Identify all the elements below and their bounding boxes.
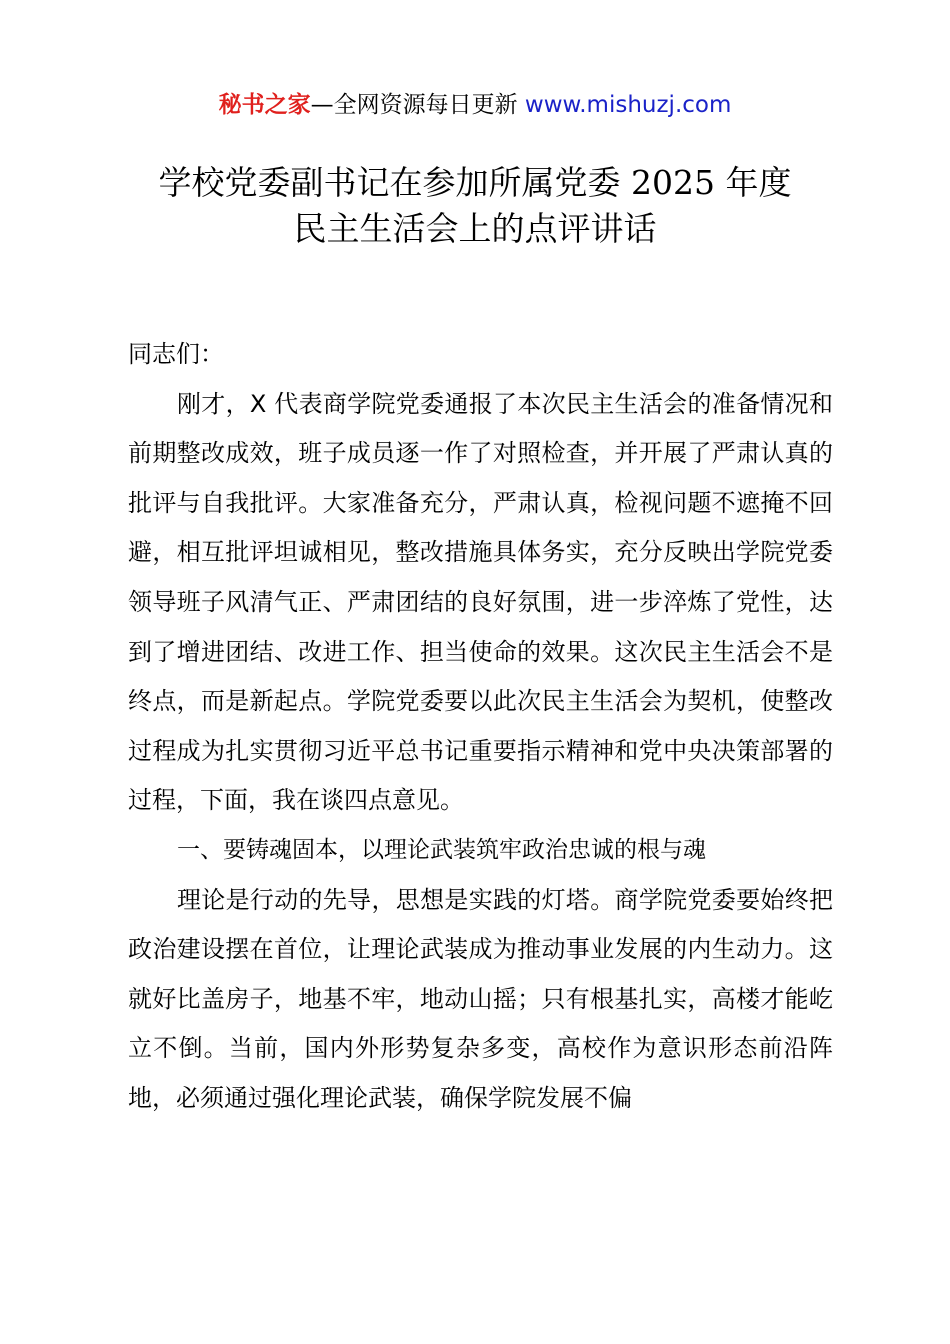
title-line-2: 民主生活会上的点评讲话 [293, 209, 657, 248]
site-tagline: —全网资源每日更新 [310, 92, 525, 118]
title-line-1: 学校党委副书记在参加所属党委 2025 年度 [158, 163, 792, 202]
document-title [100, 160, 850, 252]
document-body [128, 330, 833, 1124]
paragraph-section-1: 理论是行动的先导，思想是实践的灯塔。商学院党委要始终把政治建设摆在首位，让理论武装成为推动事业发展的内生动力。这就好比盖房子，地基不牢，地动山摇；只有根基扎实，高楼才能屹立不倒。当前，国内外形势复杂多变，高校作为意识形态前沿阵地，必须通过强化理论武装，确保学院发展不偏 [128, 885, 833, 1112]
site-url-link[interactable]: www.mishuzj.com [524, 92, 732, 118]
site-header [0, 88, 950, 122]
site-brand: 秘书之家 [218, 92, 311, 118]
paragraph-intro: 刚才，X 代表商学院党委通报了本次民主生活会的准备情况和前期整改成效，班子成员逐一作了对照检查，并开展了严肃认真的批评与自我批评。大家准备充分，严肃认真，检视问题不遮掩不回避，相互批评坦诚相见，整改措施具体务实，充分反映出学院党委领导班子风清气正、严肃团结的良好氛围，进一步淬炼了党性，达到了增进团结、改进工作、担当使命的效果。这次民主生活会不是终点，而是新起点。学院党委要以此次民主生活会为契机，使整改过程成为扎实贯彻习近平总书记重要指示精神和党中央决策部署的过程，下面，我在谈四点意见。 [128, 389, 833, 815]
salutation: 同志们： [128, 340, 224, 368]
section-heading-1: 一、要铸魂固本，以理论武装筑牢政治忠诚的根与魂 [177, 836, 706, 863]
